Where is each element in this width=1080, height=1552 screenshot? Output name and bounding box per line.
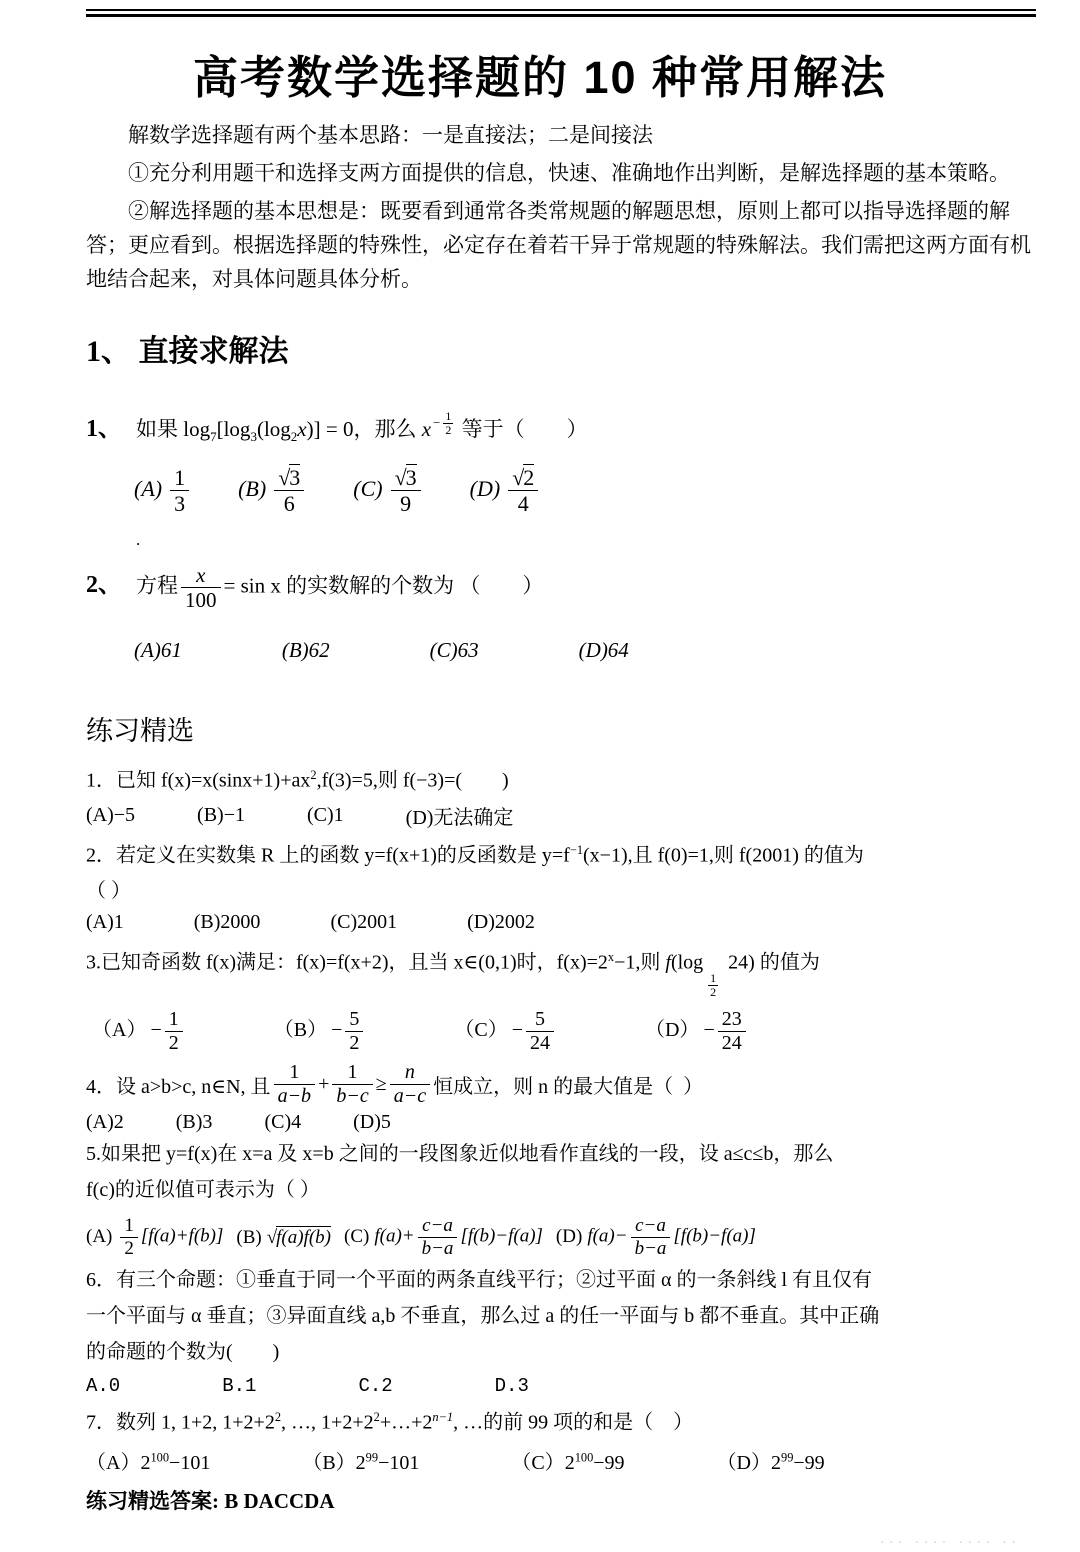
fraction: [443, 410, 453, 436]
radicand: 2: [523, 465, 535, 491]
power-exponent: 100: [574, 1449, 594, 1464]
formula-text: [f(b)−f(a)]: [460, 1225, 543, 1247]
practice-q1-text: 1．已知 f(x)=x(sinx+1)+ax: [86, 769, 311, 792]
fraction: [708, 972, 718, 998]
formula-text: −99: [793, 1451, 825, 1474]
fraction: [181, 563, 221, 612]
practice-q3: [86, 940, 1036, 998]
fraction-numerator: 5: [526, 1008, 554, 1032]
minus-sign: −: [433, 415, 441, 430]
fraction-numerator: [508, 465, 538, 491]
option-label: （B）: [302, 1451, 356, 1474]
option-B: (B)3: [175, 1111, 213, 1134]
question-1-text: [log: [216, 417, 251, 441]
faint-watermark: ··· ···· ···· ··: [879, 1535, 1020, 1551]
option-A: (A)61: [134, 638, 182, 663]
option-D: (D)无法确定: [405, 806, 514, 829]
question-1-text: )] = 0，那么: [306, 417, 422, 441]
practice-q6-options: [86, 1375, 1036, 1397]
fraction: [345, 1008, 363, 1055]
option-label: （B）: [273, 1019, 328, 1042]
option-A: (A)1: [86, 911, 124, 934]
exponent-fraction: [433, 410, 456, 436]
option-D: (D)64: [578, 638, 629, 663]
fraction-denominator: 3: [174, 491, 186, 517]
function-f: f: [665, 952, 671, 975]
option-C: (C)2001: [330, 911, 398, 934]
superscript: 2: [310, 768, 317, 783]
practice-q1-text: ,f(3)=5,则 f(−3)=( ): [316, 769, 509, 792]
fraction: [120, 1215, 138, 1260]
option-A: [86, 1446, 210, 1475]
option-A: [134, 465, 192, 517]
fraction-denominator: a−b: [277, 1085, 312, 1108]
question-2-number: 2、: [86, 572, 122, 599]
fraction-numerator: c−a: [418, 1215, 458, 1238]
option-B: (B)−1: [197, 803, 245, 826]
formula-text: [f(b)−f(a)]: [673, 1225, 756, 1247]
option-C: [511, 1446, 624, 1475]
stray-period: .: [136, 529, 141, 549]
practice-q2: [86, 833, 1036, 873]
minus-sign: −: [150, 1019, 162, 1042]
fraction: [165, 1008, 183, 1055]
intro-line-1: 解数学选择题有两个基本思路：一是直接法；二是间接法: [128, 123, 653, 147]
minus-sign: −: [703, 1019, 715, 1042]
intro-paragraph-1: ①充分利用题干和选择支两方面提供的信息，快速、准确地作出判断，是解选择题的基本策略。: [128, 161, 1010, 185]
fraction-numerator: 1: [710, 971, 717, 986]
power-base: 2: [771, 1451, 782, 1474]
superscript: 2: [274, 1409, 282, 1424]
variable-x: x: [297, 417, 307, 441]
option-A: [92, 1008, 186, 1055]
option-label: (A): [134, 476, 163, 502]
fraction: [418, 1215, 458, 1260]
fraction: [526, 1008, 554, 1055]
plus-sign: +: [318, 1073, 330, 1096]
fraction: [390, 1061, 430, 1108]
intro-paragraph-2: ②解选择题的基本思想是：既要看到通常各类常规题的解题思想，原则上都可以指导选择题的解答；更应看到。根据选择题的特殊性，必定存在着若干异于常规题的特殊解法。我们需把这两方面有机地结合起来，对具体问题具体分析。: [86, 199, 1031, 291]
question-2-text: 方程: [136, 573, 178, 598]
option-B: (B)62: [281, 638, 330, 663]
intro-section: [86, 118, 1036, 296]
practice-q4: [86, 1061, 1036, 1108]
option-label: (B): [238, 476, 267, 502]
option-label: （D）: [644, 1019, 700, 1042]
practice-q2-options: [86, 911, 1036, 934]
fraction-denominator: a−c: [393, 1085, 427, 1108]
option-label: （A）: [92, 1019, 147, 1042]
option-B: (B)2000: [193, 911, 261, 934]
page-title: 高考数学选择题的 10 种常用解法: [192, 52, 888, 103]
practice-q5-options: [86, 1215, 1036, 1260]
geq-sign: ≥: [375, 1073, 387, 1096]
fraction: [391, 465, 421, 517]
answer-key-label: 练习精选答案:: [86, 1488, 219, 1513]
fraction-denominator: 24: [721, 1032, 742, 1055]
practice-q1: [86, 758, 1036, 798]
fraction: [274, 1061, 316, 1108]
option-D: (D)5: [353, 1111, 391, 1134]
option-B: B.1: [222, 1374, 257, 1397]
option-label: (C): [353, 476, 383, 502]
formula-text: −101: [378, 1451, 420, 1474]
fraction-numerator: 5: [345, 1008, 363, 1032]
fraction-denominator: 2: [124, 1238, 134, 1260]
question-1-text: 如果 log: [136, 417, 211, 441]
option-B: [236, 1227, 331, 1249]
formula-text: −101: [169, 1451, 211, 1474]
question-2: [86, 563, 1036, 612]
fraction: [332, 1061, 372, 1108]
practice-q7-text: , …的前 99 项的和是（ ）: [453, 1411, 694, 1434]
fraction-numerator: 1: [170, 465, 189, 491]
question-1: [86, 408, 1036, 445]
power-base: 2: [564, 1451, 575, 1474]
practice-q7: [86, 1400, 1036, 1440]
log-base-half: [705, 972, 721, 998]
fraction-numerator: c−a: [631, 1215, 671, 1238]
practice-q2-blank: （ ）: [86, 880, 131, 903]
practice-q4-text: 4．设 a>b>c, n∈N, 且: [86, 1076, 271, 1099]
question-1-number: 1、: [86, 416, 122, 442]
practice-q6-line2: 一个平面与 α 垂直；③异面直线 a,b 不垂直，那么过 a 的任一平面与 b 都不垂直。其中正确: [86, 1304, 880, 1327]
log-base-3: 3: [250, 429, 257, 445]
option-C: [454, 1008, 557, 1055]
option-C: (C)4: [264, 1111, 302, 1134]
fraction-numerator: 1: [274, 1061, 316, 1085]
practice-q6-line3: 的命题的个数为( ): [86, 1340, 280, 1363]
superscript-n-minus-1: n−1: [432, 1409, 454, 1424]
option-C: C.2: [358, 1374, 393, 1397]
fraction-numerator: x: [181, 563, 221, 588]
option-label: （C）: [511, 1451, 565, 1474]
fraction-numerator: [391, 465, 421, 491]
option-label: (D): [555, 1225, 583, 1247]
practice-section-heading: 练习精选: [86, 716, 194, 747]
fraction-denominator: 6: [283, 491, 295, 517]
practice-q3-text: 24) 的值为: [723, 952, 820, 975]
answer-key-value: B DACCDA: [224, 1488, 335, 1513]
fraction: [718, 1008, 746, 1055]
fraction-denominator: b−c: [336, 1085, 369, 1108]
radical-sign: √: [512, 465, 524, 491]
fraction-denominator: 2: [168, 1032, 179, 1055]
practice-q7-options: [86, 1446, 1036, 1475]
fraction: [508, 465, 538, 517]
formula-text: −99: [593, 1451, 625, 1474]
fraction: [170, 465, 189, 517]
radical-sign: √: [266, 1226, 277, 1248]
fraction-denominator: 4: [517, 491, 529, 517]
option-C: (C)1: [307, 803, 344, 826]
fraction-numerator: 1: [120, 1215, 138, 1238]
superscript-x: x: [607, 950, 615, 965]
fraction-denominator: b−a: [421, 1238, 454, 1260]
option-label: （A）: [86, 1451, 141, 1474]
practice-q3-options: [92, 1008, 1036, 1055]
formula-text: f(a)+: [374, 1225, 415, 1247]
minus-sign: −: [511, 1019, 523, 1042]
fraction-numerator: 1: [332, 1061, 372, 1085]
option-A: [86, 1215, 223, 1260]
power-base: 2: [140, 1451, 151, 1474]
header-double-rule: [86, 9, 1036, 17]
radicand: 3: [289, 465, 301, 491]
radical-sign: √: [278, 465, 290, 491]
radical-sign: √: [394, 465, 406, 491]
practice-q5-line2: f(c)的近似值可表示为（ ）: [86, 1179, 320, 1202]
fraction-numerator: n: [390, 1061, 430, 1085]
power-exponent: 99: [365, 1449, 379, 1464]
practice-q2-text: (x−1),且 f(0)=1,则 f(2001) 的值为: [583, 844, 864, 867]
option-C: [344, 1215, 543, 1260]
option-C: (C)63: [429, 638, 479, 663]
fraction-denominator: 24: [529, 1032, 550, 1055]
question-2-options: [134, 638, 1036, 663]
question-1-options: [134, 465, 1036, 517]
question-2-text: = sin x 的实数解的个数为 （ ）: [223, 573, 544, 598]
question-1-text: (log: [256, 417, 291, 441]
minus-sign: −: [331, 1019, 343, 1042]
superscript: 2: [373, 1409, 380, 1424]
question-1-text: 等于（ ）: [456, 417, 588, 441]
option-label: (B): [236, 1226, 262, 1248]
option-label: （C）: [454, 1019, 508, 1042]
option-D: D.3: [494, 1374, 529, 1397]
option-label: (A): [86, 1225, 113, 1247]
option-D: [717, 1446, 825, 1475]
practice-q4-options: [86, 1111, 1036, 1134]
fraction-numerator: [274, 465, 304, 491]
option-label: （D）: [716, 1451, 772, 1474]
power-exponent: 100: [150, 1449, 170, 1464]
practice-q7-text: +…+2: [379, 1411, 433, 1434]
option-C: [353, 465, 423, 517]
fraction-denominator: 2: [349, 1032, 360, 1055]
option-A: (A)−5: [86, 803, 136, 826]
fraction-denominator: 2: [710, 984, 717, 999]
option-B: [274, 1008, 367, 1055]
practice-q2-text: 2．若定义在实数集 R 上的函数 y=f(x+1)的反函数是 y=f: [86, 844, 570, 867]
section-1-heading: 1、 直接求解法: [86, 335, 289, 368]
option-D: (D)2002: [467, 911, 535, 934]
power-base: 2: [355, 1451, 366, 1474]
fraction-denominator: 100: [185, 587, 217, 612]
practice-q7-text: , …, 1+2+2: [281, 1411, 374, 1434]
formula-text: f(a)−: [587, 1225, 628, 1247]
formula-text: [f(a)+f(b)]: [140, 1225, 224, 1247]
option-D: [470, 465, 542, 517]
option-B: [238, 465, 307, 517]
practice-q6-line1: 6．有三个命题：①垂直于同一个平面的两条直线平行；②过平面 α 的一条斜线 l 有且仅有: [86, 1268, 873, 1291]
practice-q3-text: 3.已知奇函数 f(x)满足：f(x)=f(x+2)，且当 x∈(0,1)时，f(x)=2: [86, 952, 608, 975]
practice-q7-text: 7．数列 1, 1+2, 1+2+2: [86, 1411, 275, 1434]
option-D: [556, 1215, 756, 1260]
fraction-denominator: 2: [445, 422, 452, 437]
document-page: [0, 9, 1080, 1551]
fraction-numerator: 1: [165, 1008, 183, 1032]
fraction-numerator: 1: [445, 408, 452, 423]
page-content: [0, 118, 1080, 1515]
radicand: 3: [405, 465, 417, 491]
option-D: [645, 1008, 749, 1055]
practice-q5-line1: 5.如果把 y=f(x)在 x=a 及 x=b 之间的一段图象近似地看作直线的一段，设 a≤c≤b，那么: [86, 1143, 834, 1166]
option-B: [302, 1446, 419, 1475]
option-label: (D): [469, 476, 501, 502]
practice-q1-options: [86, 801, 1036, 830]
fraction-numerator: 23: [718, 1008, 746, 1032]
option-A: (A)2: [86, 1111, 124, 1134]
fraction-denominator: b−a: [634, 1238, 667, 1260]
practice-q4-text: 恒成立，则 n 的最大值是（ ）: [433, 1076, 704, 1099]
log-base-2: 2: [290, 429, 298, 445]
power-exponent: 99: [781, 1449, 794, 1464]
option-label: (C): [344, 1225, 370, 1247]
log-base-7: 7: [210, 429, 217, 445]
practice-q3-text: (log: [670, 952, 704, 975]
superscript: −1: [569, 842, 584, 857]
radicand: f(a)f(b): [276, 1226, 332, 1248]
answer-key: [86, 1485, 1036, 1515]
fraction-denominator: 9: [400, 491, 412, 517]
option-A: A.0: [86, 1374, 121, 1397]
fraction: [631, 1215, 671, 1260]
fraction: [274, 465, 304, 517]
practice-q3-text: −1,则: [614, 952, 666, 975]
variable-x: x: [421, 417, 432, 441]
